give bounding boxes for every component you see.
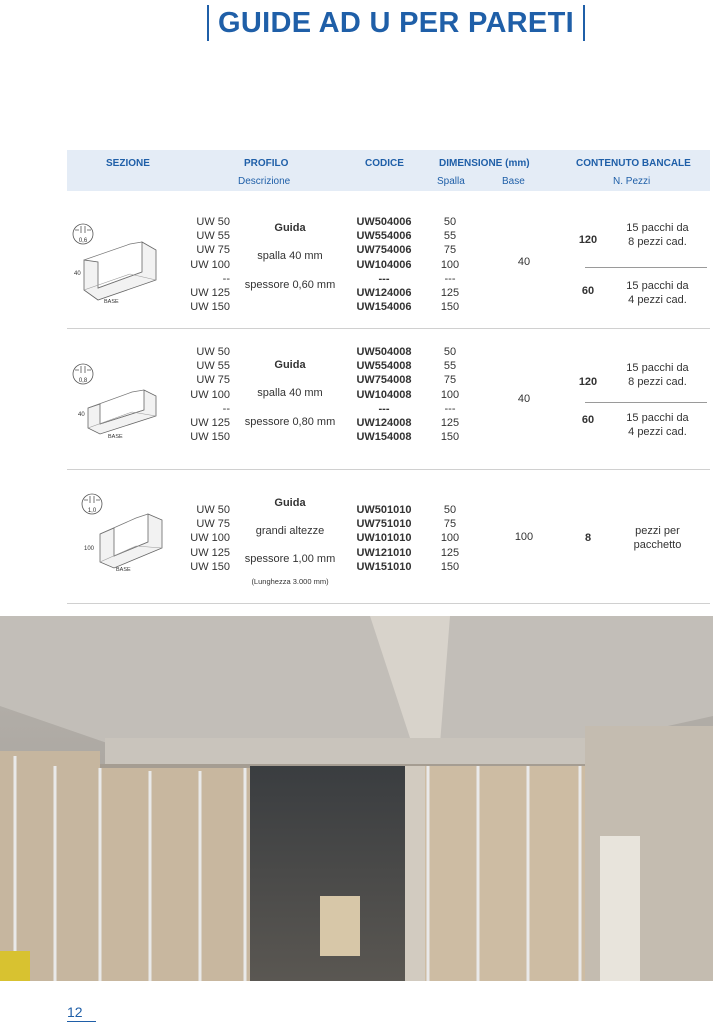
models-col: UW 50 UW 55 UW 75 UW 100 -- UW 125 UW 150 xyxy=(190,346,230,444)
models-col: UW 50 UW 55 UW 75 UW 100 -- UW 125 UW 150 xyxy=(190,216,230,314)
qty-divider xyxy=(585,402,707,403)
height-label: 100 xyxy=(84,546,95,552)
header-base: Base xyxy=(502,176,525,187)
qty-primary-desc: pezzi per pacchetto xyxy=(633,525,682,551)
qty-primary-desc: 15 pacchi da 8 pezzi cad. xyxy=(626,362,689,388)
desc-line2: spessore 0,80 mm xyxy=(244,416,336,428)
thickness-label: 0,8 xyxy=(78,378,88,384)
construction-photo xyxy=(0,616,713,981)
header-sezione: SEZIONE xyxy=(106,158,150,169)
spalla-col: 50 75 100 125 150 xyxy=(440,504,460,573)
desc-line1: grandi altezze xyxy=(255,525,325,537)
header-profilo: PROFILO xyxy=(244,158,289,169)
codes-col: UW504006 UW554006 UW754006 UW104006 --- UW124006 UW154006 xyxy=(356,216,412,314)
thickness-label: 0,6 xyxy=(78,238,88,244)
height-label: 40 xyxy=(78,412,85,418)
qty-primary: 120 xyxy=(578,234,598,246)
profile-drawing-10 xyxy=(70,490,170,575)
page-number: 12 xyxy=(67,1004,83,1020)
spalla-col: 50 55 75 100 --- 125 150 xyxy=(440,346,460,444)
header-dimensione: DIMENSIONE (mm) xyxy=(439,158,530,169)
codes-col: UW501010 UW751010 UW101010 UW121010 UW151010 xyxy=(356,504,412,573)
header-contenuto: CONTENUTO BANCALE xyxy=(576,158,691,169)
row-divider xyxy=(67,603,710,604)
table-header xyxy=(67,150,710,191)
header-pezzi: N. Pezzi xyxy=(613,176,651,187)
codes-col: UW504008 UW554008 UW754008 UW104008 --- UW124008 UW154008 xyxy=(356,346,412,444)
qty-secondary-desc: 15 pacchi da 4 pezzi cad. xyxy=(626,280,689,306)
header-codice: CODICE xyxy=(365,158,404,169)
spalla-col: 50 55 75 100 --- 125 150 xyxy=(440,216,460,314)
desc-title: Guida xyxy=(274,497,306,509)
base-label: BASE xyxy=(116,567,131,573)
desc-title: Guida xyxy=(274,359,306,371)
desc-line1: spalla 40 mm xyxy=(257,387,323,399)
qty-secondary: 60 xyxy=(581,414,595,426)
title-frame xyxy=(207,5,585,41)
models-col: UW 50 UW 75 UW 100 UW 125 UW 150 xyxy=(190,504,230,573)
base-value: 40 xyxy=(517,256,531,268)
base-value: 100 xyxy=(514,531,534,543)
qty-divider xyxy=(585,267,707,268)
thickness-label: 1,0 xyxy=(87,508,97,514)
header-spalla: Spalla xyxy=(437,176,465,187)
base-label: BASE xyxy=(108,434,123,440)
profile-drawing-06 xyxy=(70,220,170,310)
base-value: 40 xyxy=(517,393,531,405)
desc-line2: spessore 0,60 mm xyxy=(244,279,336,291)
row-divider xyxy=(67,469,710,470)
desc-title: Guida xyxy=(274,222,306,234)
desc-note: (Lunghezza 3.000 mm) xyxy=(251,577,329,586)
desc-line1: spalla 40 mm xyxy=(257,250,323,262)
desc-line2: spessore 1,00 mm xyxy=(244,553,336,565)
qty-primary: 120 xyxy=(578,376,598,388)
qty-secondary-desc: 15 pacchi da 4 pezzi cad. xyxy=(626,412,689,438)
qty-primary: 8 xyxy=(584,532,592,544)
height-label: 40 xyxy=(74,271,81,277)
page-title: GUIDE AD U PER PARETI xyxy=(218,6,574,39)
base-label: BASE xyxy=(104,299,119,305)
header-descrizione: Descrizione xyxy=(238,176,291,187)
page-number-underline xyxy=(67,1021,96,1022)
qty-secondary: 60 xyxy=(581,285,595,297)
qty-primary-desc: 15 pacchi da 8 pezzi cad. xyxy=(626,222,689,248)
profile-drawing-08 xyxy=(70,360,170,445)
row-divider xyxy=(67,328,710,329)
